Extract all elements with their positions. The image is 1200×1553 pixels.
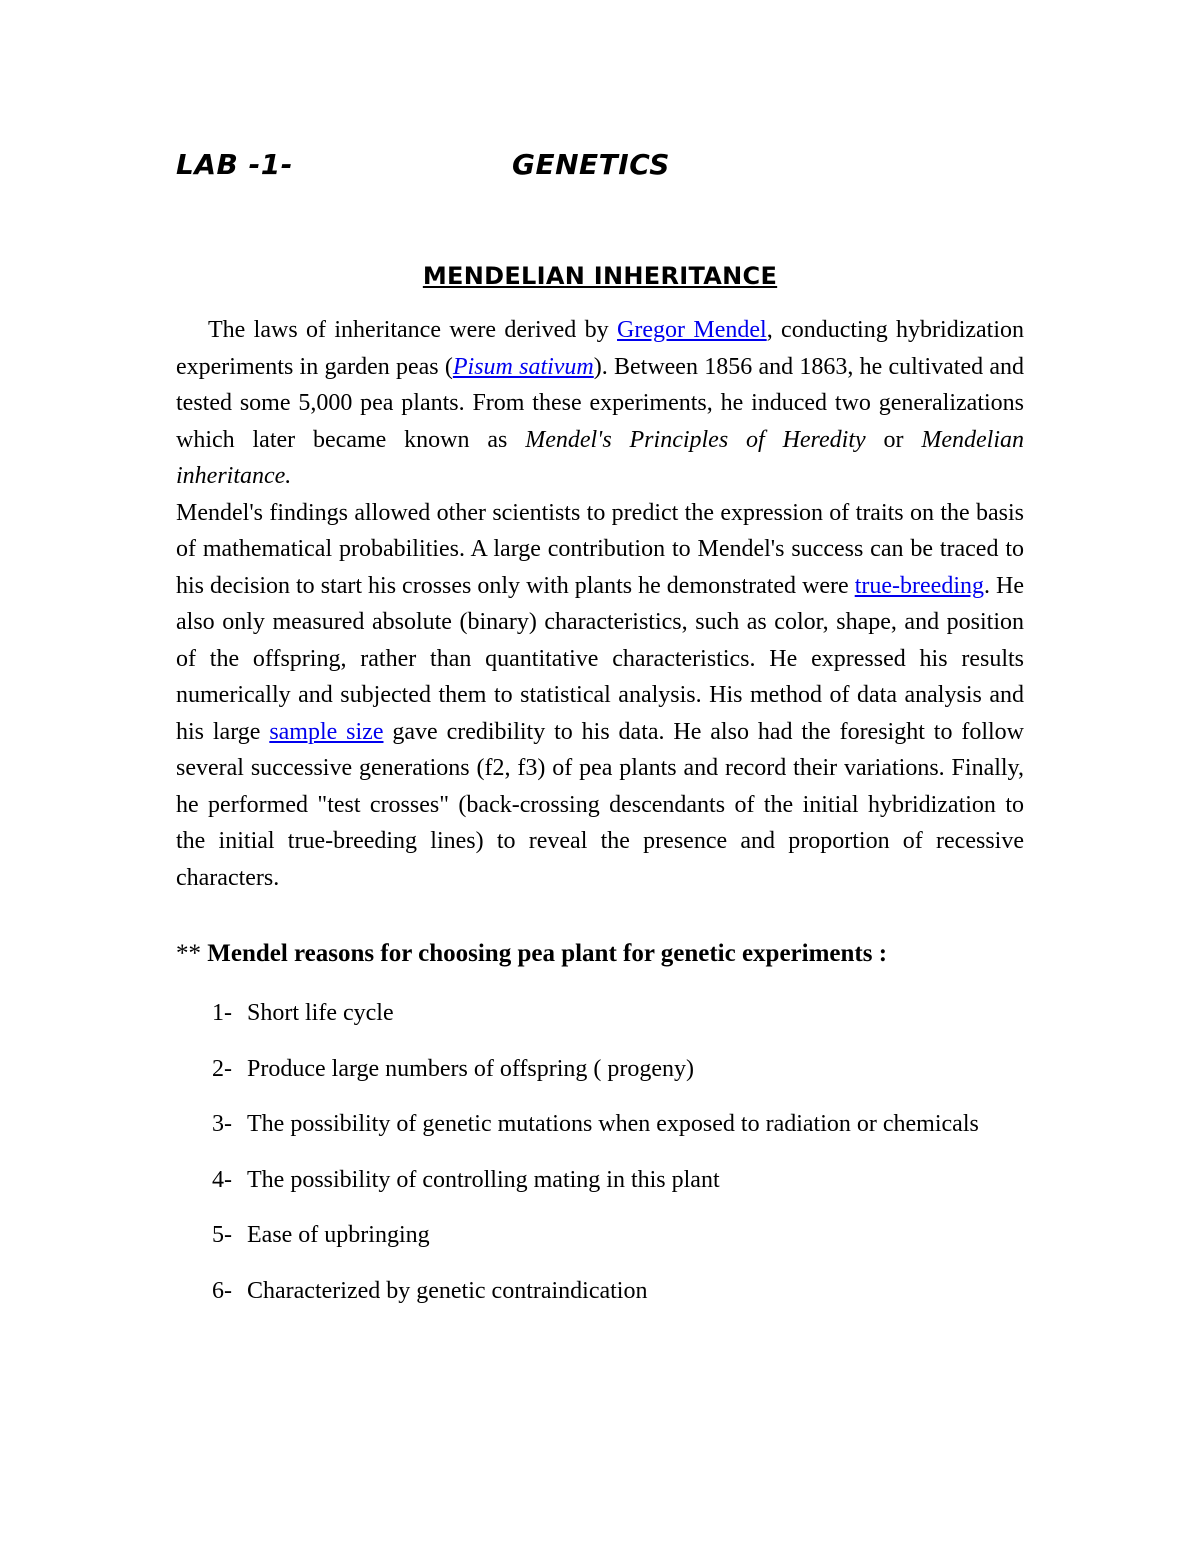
true-breeding-link[interactable]: true-breeding	[854, 572, 984, 599]
section-heading: MENDELIAN INHERITANCE	[422, 262, 778, 290]
list-item-number: 2-	[212, 1055, 232, 1082]
principles-of-heredity: Mendel's Principles of Heredity	[525, 426, 866, 453]
reasons-list	[176, 995, 1024, 1328]
list-item-number: 6-	[212, 1277, 232, 1304]
list-item	[176, 995, 1024, 1032]
findings-text-1: Mendel's findings allowed other scientists to predict the expression of traits on the basis of mathematical probabilities. A large contribution to Mendel's success can be traced to his decision to start his crosses only with plants he demonstrated were	[176, 499, 1024, 599]
list-item-text: Characterized by genetic contraindication	[247, 1277, 648, 1304]
list-item-number: 4-	[212, 1166, 232, 1193]
lab-subject: GENETICS	[512, 148, 670, 181]
list-item-text: Short life cycle	[247, 1000, 394, 1026]
intro-text-1: The laws of inheritance were derived by	[208, 317, 618, 343]
list-item	[176, 1106, 1024, 1143]
findings-text-3: gave credibility to his data. He also had the foresight to follow several successive generations (f2, f3) of pea plants and record their variations. Finally, he performed "test crosses" (back-crossing descendants of the initial hybridization to the initial true-breeding lines) to reveal the presence and proportion of recessive characters.	[176, 718, 1024, 891]
lab-number: LAB -1-	[176, 148, 293, 181]
list-item-text: Ease of upbringing	[247, 1222, 430, 1248]
mendelian-inheritance-term: Mendelian inheritance.	[176, 426, 1025, 489]
reasons-heading	[176, 940, 1024, 968]
pisum-sativum-text: Pisum sativum	[452, 353, 594, 380]
findings-paragraph	[176, 495, 1024, 897]
list-item	[176, 1162, 1024, 1199]
list-item-number: 1-	[212, 1000, 232, 1026]
gregor-mendel-link[interactable]: Gregor Mendel	[617, 317, 767, 343]
list-item	[176, 1217, 1024, 1254]
intro-text-2: , conducting hybridization experiments in garden peas (	[176, 317, 1025, 380]
list-item-text: Produce large numbers of offspring ( progeny)	[247, 1055, 694, 1082]
list-item	[176, 1273, 1024, 1310]
list-item-number: 5-	[212, 1222, 232, 1248]
list-item-text: The possibility of genetic mutations when exposed to radiation or chemicals	[247, 1111, 979, 1137]
list-item	[176, 1051, 1024, 1088]
reasons-heading-text: Mendel reasons for choosing pea plant for genetic experiments :	[207, 940, 888, 967]
list-item-number: 3-	[212, 1111, 232, 1137]
reasons-stars: **	[176, 940, 201, 967]
intro-text-4: or	[865, 426, 922, 453]
pisum-sativum-link[interactable]	[453, 354, 594, 380]
findings-text-2: . He also only measured absolute (binary) characteristics, such as color, shape, and position of the offspring, rather than quantitative characteristics. He expressed his results numerically and subjected them to statistical analysis. His method of data analysis and his large	[176, 572, 1024, 745]
sample-size-link[interactable]: sample size	[269, 718, 384, 745]
intro-paragraph	[176, 312, 1024, 495]
intro-text-3: ). Between 1856 and 1863, he cultivated and tested some 5,000 pea plants. From these experiments, he induced two generalizations which later became known as	[176, 353, 1024, 453]
list-item-text: The possibility of controlling mating in this plant	[247, 1166, 720, 1193]
lab-title	[176, 148, 1024, 192]
body-text	[176, 312, 1024, 896]
